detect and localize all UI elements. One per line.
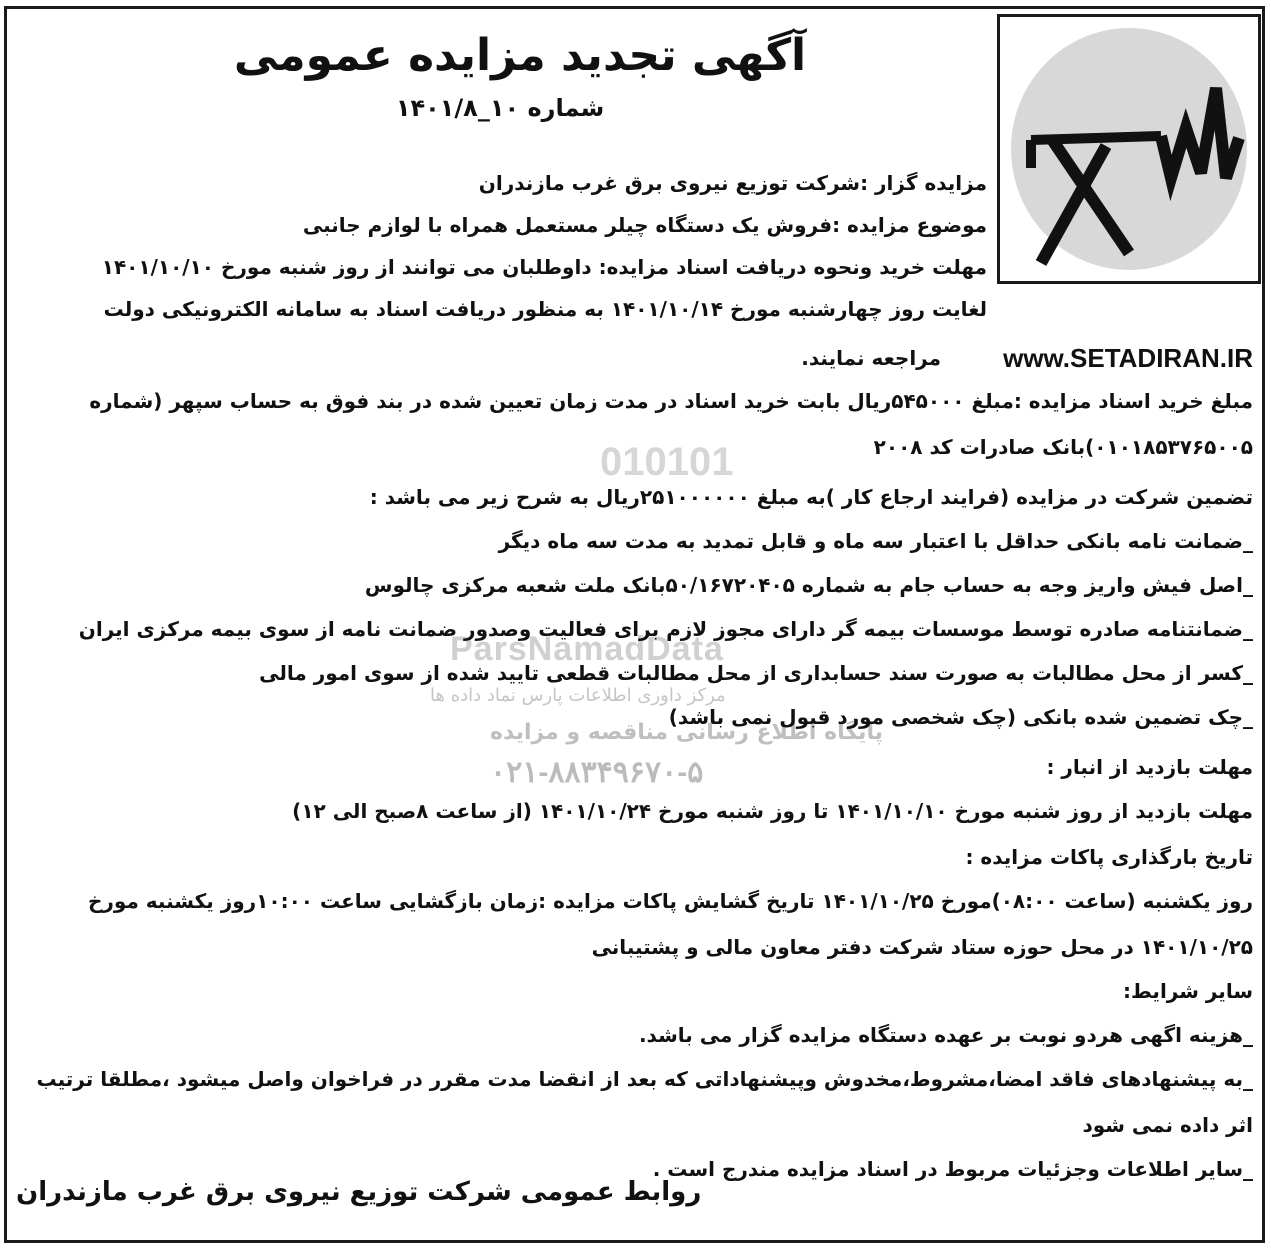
notice-title: آگهی تجدید مزایده عمومی [233, 30, 807, 81]
watermark-line2: پایگاه اطلاع رسانی مناقصه و مزایده [490, 720, 883, 745]
watermark-phone: ۰۲۱-۸۸۳۴۹۶۷۰-۵ [490, 756, 704, 789]
line-upload-dates-1: روز یکشنبه (ساعت ۰۸:۰۰)مورخ ۱۴۰۱/۱۰/۲۵ تاریخ گشایش پاکات مزایده :زمان بازگشایی ساعت ۱۰:۰۰روز یکشنبه مورخ [87, 889, 1253, 913]
line-deadline-2: لغایت روز چهارشنبه مورخ ۱۴۰۱/۱۰/۱۴ به منظور دریافت اسناد به سامانه الکترونیکی دولت [103, 297, 987, 321]
line-other-invalid-2: اثر داده نمی شود [1082, 1113, 1253, 1137]
line-auctioneer: مزایده گزار :شرکت توزیع نیروی برق غرب مازندران [478, 171, 987, 195]
tavanir-power-logo-icon [1011, 28, 1247, 270]
line-doc-price-1: مبلغ خرید اسناد مزایده :مبلغ ۵۴۵۰۰۰ریال بابت خرید اسناد در مدت زمان تعیین شده در بند فوق به حساب سپهر (شماره [89, 389, 1253, 413]
line-guarantee-insurance: _ضمانتنامه صادره توسط موسسات بیمه گر دارای مجوز لازم برای فعالیت وصدور ضمانت نامه از سوی بیمه مرکزی ایران [78, 617, 1253, 641]
line-guarantee-bank: _ضمانت نامه بانکی حداقل با اعتبار سه ماه و قابل تمدید به مدت سه ماه دیگر [498, 529, 1253, 553]
line-visit-heading: مهلت بازدید از انبار : [1046, 755, 1253, 779]
watermark-line1: مرکز داوری اطلاعات پارس نماد داده ها [430, 685, 726, 706]
setadiran-link[interactable]: www.SETADIRAN.IR [1003, 343, 1253, 373]
line-deadline-1: مهلت خرید ونحوه دریافت اسناد مزایده: داوطلبان می توانند از روز شنبه مورخ ۱۴۰۱/۱۰/۱۰ [101, 255, 987, 279]
line-other-cost: _هزینه اگهی هردو نوبت بر عهده دستگاه مزایده گزار می باشد. [638, 1023, 1253, 1047]
line-guarantee-check: _چک تضمین شده بانکی (چک شخصی مورد قبول نمی باشد) [668, 705, 1253, 729]
line-guarantee: تضمین شرکت در مزایده (فرایند ارجاع کار )به مبلغ ۲۵۱۰۰۰۰۰۰ریال به شرح زیر می باشد : [369, 485, 1253, 509]
notice-number: شماره ۱۰_۱۴۰۱/۸ [395, 94, 605, 122]
line-other-invalid-1: _به پیشنهادهای فاقد امضا،مشروط،مخدوش وپیشنهاداتی که بعد از انقضا مدت مقرر در فراخوان واصل میشود ،مطلقا ترتیب [36, 1067, 1253, 1091]
line-guarantee-deduction: _کسر از محل مطالبات به صورت سند حسابداری از محل مطالبات قطعی تایید شده از سوی امور مالی [259, 661, 1253, 685]
footer-signature: روابط عمومی شرکت توزیع نیروی برق غرب مازندران [16, 1177, 702, 1207]
line-doc-price-2: ۰۱۰۱۸۵۳۷۶۵۰۰۵)بانک صادرات کد ۲۰۰۸ [873, 435, 1253, 459]
logo-box [997, 14, 1261, 284]
line-visit-dates: مهلت بازدید از روز شنبه مورخ ۱۴۰۱/۱۰/۱۰ تا روز شنبه مورخ ۱۴۰۱/۱۰/۲۴ (از ساعت ۸صبح الی ۱۲) [292, 799, 1253, 823]
line-refer: مراجعه نمایند. [801, 346, 941, 370]
line-upload-dates-2: ۱۴۰۱/۱۰/۲۵ در محل حوزه ستاد شرکت دفتر معاون مالی و پشتیبانی [591, 935, 1253, 959]
line-other-details: _سایر اطلاعات وجزئیات مربوط در اسناد مزایده مندرج است . [652, 1157, 1253, 1181]
watermark-brand: ParsNamadData [450, 630, 724, 668]
line-subject: موضوع مزایده :فروش یک دستگاه چیلر مستعمل همراه با لوازم جانبی [302, 213, 987, 237]
line-upload-heading: تاریخ بارگذاری پاکات مزایده : [965, 845, 1253, 869]
watermark-number: 010101 [600, 440, 734, 484]
line-other-heading: سایر شرایط: [1123, 979, 1253, 1003]
line-guarantee-deposit: _اصل فیش واریز وجه به حساب جام به شماره ۵۰/۱۶۷۲۰۴۰۵بانک ملت شعبه مرکزی چالوس [364, 573, 1253, 597]
